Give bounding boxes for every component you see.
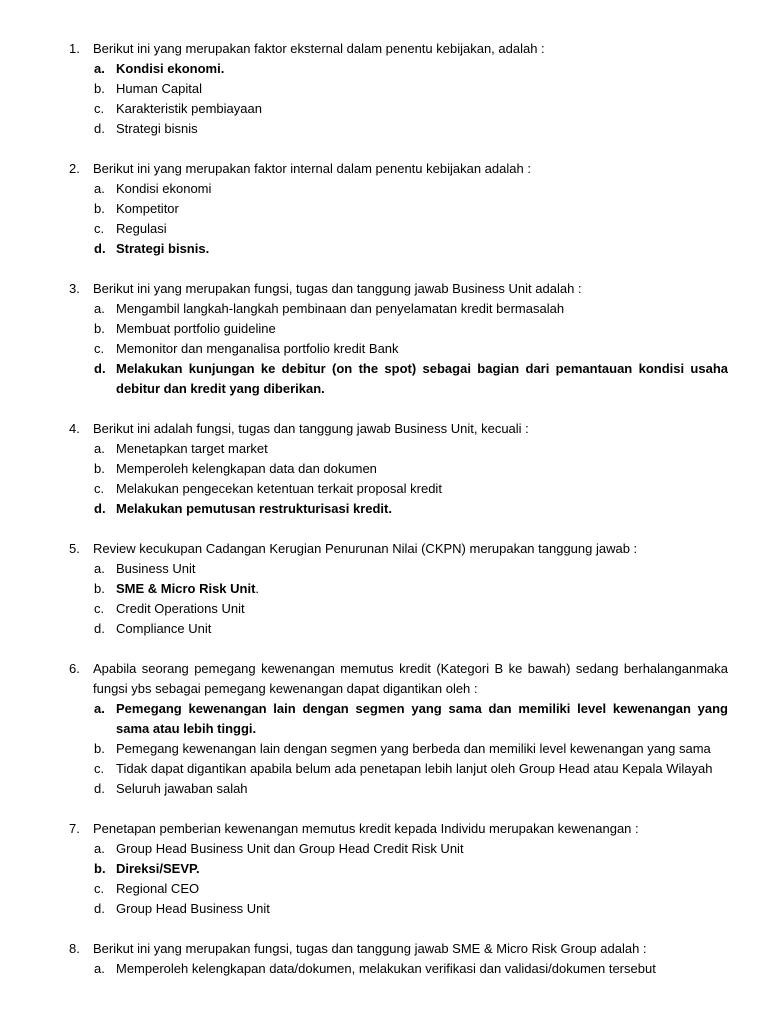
option-text: Business Unit [116, 561, 196, 576]
question-number-cell [0, 419, 93, 439]
option-text-cell [116, 959, 728, 979]
question-3-option-3 [0, 339, 768, 359]
question-1-option-1 [0, 59, 768, 79]
option-letter: b. [94, 201, 105, 216]
option-list [0, 699, 768, 799]
question-8 [0, 939, 768, 979]
question-row [0, 39, 768, 59]
question-2-option-1 [0, 179, 768, 199]
question-6-option-2 [0, 739, 768, 759]
option-text: Regional CEO [116, 881, 200, 896]
question-text: Berikut ini yang merupakan fungsi, tugas dan tanggung jawab SME & Micro Risk Group adalah : [93, 941, 647, 956]
question-4-option-3 [0, 479, 768, 499]
question-1 [0, 39, 768, 139]
question-7 [0, 819, 768, 919]
question-number-cell [0, 279, 93, 299]
option-suffix: . [255, 581, 260, 596]
question-number-cell [0, 819, 93, 839]
question-2-option-3 [0, 219, 768, 239]
question-number-cell [0, 159, 93, 179]
option-list [0, 179, 768, 259]
question-number: 4. [69, 421, 80, 436]
option-text: Strategi bisnis. [116, 241, 210, 256]
option-text-cell [116, 99, 728, 119]
option-letter: d. [94, 361, 106, 376]
question-4-option-4 [0, 499, 768, 519]
question-number-cell [0, 539, 93, 559]
question-number: 6. [69, 661, 80, 676]
question-text: Apabila seorang pemegang kewenangan memutus kredit (Kategori B ke bawah) sedang berhalanganmaka fungsi ybs sebagai pemegang kewenangan dapat digantikan oleh : [93, 661, 728, 696]
question-text: Berikut ini adalah fungsi, tugas dan tanggung jawab Business Unit, kecuali : [93, 421, 529, 436]
question-2 [0, 159, 768, 259]
option-text-cell [116, 599, 728, 619]
question-row [0, 419, 768, 439]
question-4-option-2 [0, 459, 768, 479]
question-row [0, 819, 768, 839]
question-4 [0, 419, 768, 519]
option-list [0, 959, 768, 979]
option-text-cell [116, 339, 728, 359]
option-letter: d. [94, 501, 106, 516]
option-letter: d. [94, 901, 105, 916]
question-number-cell [0, 939, 93, 959]
option-text: Pemegang kewenangan lain dengan segmen yang berbeda dan memiliki level kewenangan yang sama [116, 741, 711, 756]
question-row [0, 159, 768, 179]
question-5-option-3 [0, 599, 768, 619]
option-text-cell [116, 839, 728, 859]
question-3 [0, 279, 768, 399]
option-text: Kompetitor [116, 201, 179, 216]
option-text-cell [116, 899, 728, 919]
option-letter: a. [94, 961, 105, 976]
option-letter: d. [94, 621, 105, 636]
option-text: Strategi bisnis [116, 121, 198, 136]
option-text: Direksi/SEVP. [116, 861, 200, 876]
option-text-cell [116, 359, 728, 399]
option-text-cell [116, 499, 728, 519]
option-text: Memperoleh kelengkapan data dan dokumen [116, 461, 377, 476]
question-text: Berikut ini yang merupakan faktor internal dalam penentu kebijakan adalah : [93, 161, 531, 176]
option-text: Pemegang kewenangan lain dengan segmen yang sama dan memiliki level kewenangan yang sama atau lebih tinggi. [116, 701, 728, 736]
option-text: Mengambil langkah-langkah pembinaan dan penyelamatan kredit bermasalah [116, 301, 565, 316]
question-number: 7. [69, 821, 80, 836]
question-7-option-1 [0, 839, 768, 859]
question-number: 2. [69, 161, 80, 176]
option-letter: a. [94, 561, 105, 576]
option-text: Compliance Unit [116, 621, 212, 636]
option-list [0, 439, 768, 519]
option-text-cell [116, 319, 728, 339]
option-letter: c. [94, 881, 105, 896]
question-2-option-2 [0, 199, 768, 219]
option-text: Membuat portfolio guideline [116, 321, 276, 336]
question-5-option-2 [0, 579, 768, 599]
option-text-cell [116, 439, 728, 459]
question-3-option-1 [0, 299, 768, 319]
option-text: Melakukan pemutusan restrukturisasi kredit. [116, 501, 392, 516]
question-7-option-3 [0, 879, 768, 899]
option-text: Group Head Business Unit [116, 901, 270, 916]
option-letter: b. [94, 741, 105, 756]
question-1-option-4 [0, 119, 768, 139]
option-text-cell [116, 199, 728, 219]
option-letter: c. [94, 601, 105, 616]
question-8-option-1 [0, 959, 768, 979]
option-letter: c. [94, 101, 105, 116]
option-letter: a. [94, 61, 105, 76]
question-6-option-1 [0, 699, 768, 739]
option-text: Menetapkan target market [116, 441, 268, 456]
option-letter: b. [94, 461, 105, 476]
question-row [0, 939, 768, 959]
option-text-cell [116, 779, 728, 799]
option-text: SME & Micro Risk Unit [116, 581, 256, 596]
question-3-option-2 [0, 319, 768, 339]
option-letter: a. [94, 701, 105, 716]
option-text: Kondisi ekonomi. [116, 61, 225, 76]
option-text-cell [116, 219, 728, 239]
option-letter: a. [94, 441, 105, 456]
option-text-cell [116, 79, 728, 99]
question-3-option-4 [0, 359, 768, 399]
option-text: Memperoleh kelengkapan data/dokumen, melakukan verifikasi dan validasi/dokumen tersebut [116, 961, 656, 976]
option-text-cell [116, 739, 728, 759]
option-text-cell [116, 459, 728, 479]
question-row [0, 279, 768, 299]
option-text: Seluruh jawaban salah [116, 781, 248, 796]
option-letter: d. [94, 121, 105, 136]
option-text-cell [116, 619, 728, 639]
option-text: Human Capital [116, 81, 202, 96]
option-text-cell [116, 59, 728, 79]
option-text: Memonitor dan menganalisa portfolio kredit Bank [116, 341, 399, 356]
question-number-cell [0, 39, 93, 59]
question-row [0, 539, 768, 559]
question-2-option-4 [0, 239, 768, 259]
question-6-option-3 [0, 759, 768, 779]
option-text-cell [116, 699, 728, 739]
option-text: Credit Operations Unit [116, 601, 245, 616]
option-list [0, 59, 768, 139]
question-text: Berikut ini yang merupakan faktor eksternal dalam penentu kebijakan, adalah : [93, 41, 545, 56]
question-5-option-1 [0, 559, 768, 579]
option-text-cell [116, 299, 728, 319]
option-text: Melakukan kunjungan ke debitur (on the spot) sebagai bagian dari pemantauan kondisi usaha debitur dan kredit yang diberikan. [116, 361, 728, 396]
option-list [0, 299, 768, 399]
option-text-cell [116, 879, 728, 899]
question-6-option-4 [0, 779, 768, 799]
question-number: 1. [69, 41, 80, 56]
question-text: Review kecukupan Cadangan Kerugian Penurunan Nilai (CKPN) merupakan tanggung jawab : [93, 541, 638, 556]
option-letter: b. [94, 861, 106, 876]
question-number-cell [0, 659, 93, 699]
question-number: 3. [69, 281, 80, 296]
option-text-cell [116, 119, 728, 139]
question-5-option-4 [0, 619, 768, 639]
option-text: Group Head Business Unit dan Group Head Credit Risk Unit [116, 841, 464, 856]
option-text-cell [116, 759, 728, 779]
option-letter: a. [94, 181, 105, 196]
option-letter: c. [94, 761, 105, 776]
question-7-option-4 [0, 899, 768, 919]
question-text: Penetapan pemberian kewenangan memutus kredit kepada Individu merupakan kewenangan : [93, 821, 639, 836]
question-row [0, 659, 768, 699]
option-letter: a. [94, 841, 105, 856]
question-number: 5. [69, 541, 80, 556]
option-letter: b. [94, 581, 105, 596]
option-letter: d. [94, 781, 105, 796]
option-letter: b. [94, 321, 105, 336]
question-6 [0, 659, 768, 799]
option-text-cell [116, 859, 728, 879]
option-letter: c. [94, 481, 105, 496]
question-number: 8. [69, 941, 80, 956]
option-text: Tidak dapat digantikan apabila belum ada penetapan lebih lanjut oleh Group Head atau Kepala Wilayah [116, 761, 713, 776]
question-1-option-2 [0, 79, 768, 99]
option-text-cell [116, 579, 728, 599]
option-letter: d. [94, 241, 106, 256]
option-list [0, 839, 768, 919]
question-4-option-1 [0, 439, 768, 459]
option-letter: a. [94, 301, 105, 316]
option-text: Karakteristik pembiayaan [116, 101, 262, 116]
option-text: Melakukan pengecekan ketentuan terkait proposal kredit [116, 481, 442, 496]
option-text: Regulasi [116, 221, 167, 236]
option-letter: c. [94, 341, 105, 356]
option-text: Kondisi ekonomi [116, 181, 212, 196]
question-text: Berikut ini yang merupakan fungsi, tugas dan tanggung jawab Business Unit adalah : [93, 281, 582, 296]
option-text-cell [116, 239, 728, 259]
option-letter: b. [94, 81, 105, 96]
option-text-cell [116, 559, 728, 579]
option-letter: c. [94, 221, 105, 236]
option-text-cell [116, 479, 728, 499]
question-7-option-2 [0, 859, 768, 879]
option-text-cell [116, 179, 728, 199]
question-1-option-3 [0, 99, 768, 119]
option-list [0, 559, 768, 639]
question-5 [0, 539, 768, 639]
